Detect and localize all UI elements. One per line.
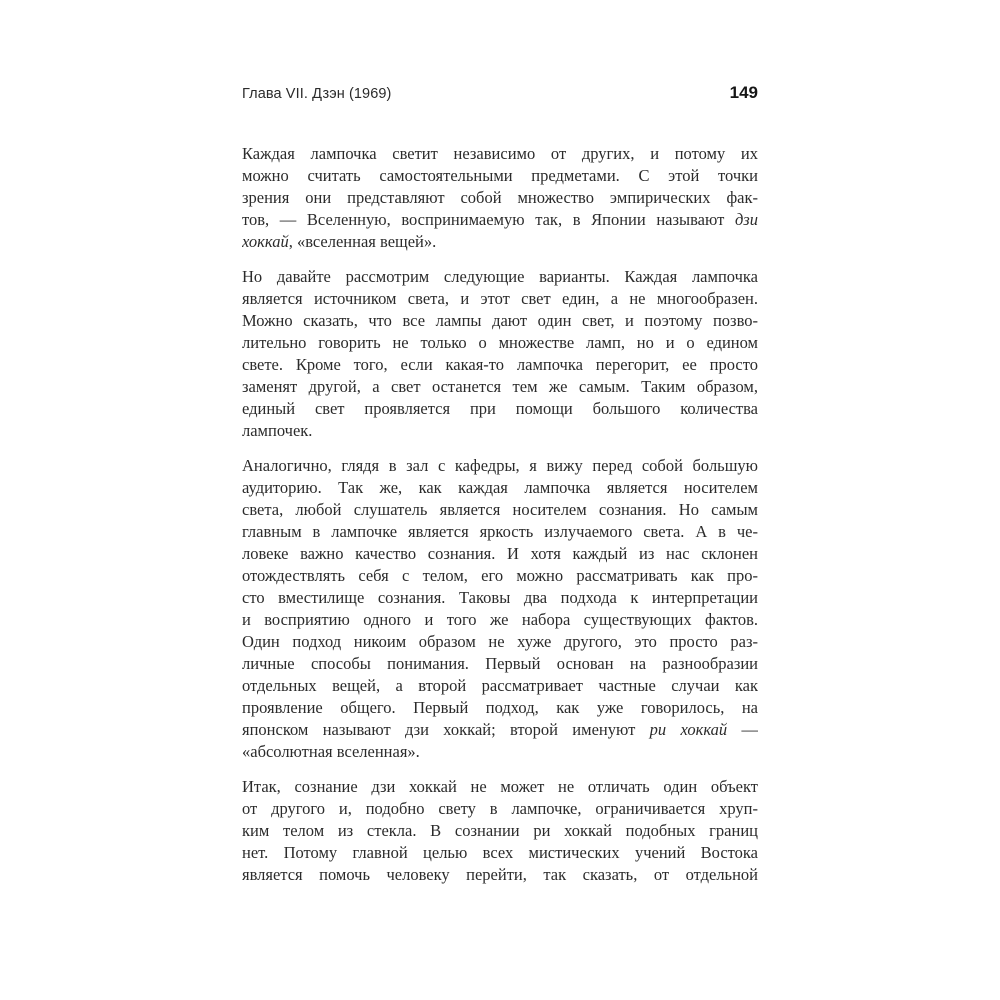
- text-line: [242, 266, 758, 288]
- text-line: [242, 864, 758, 886]
- paragraph: [242, 455, 758, 763]
- text-line: [242, 310, 758, 332]
- text-line: [242, 776, 758, 798]
- text-line: [242, 543, 758, 565]
- text-run: главным в лампочке является яркость излучаемого света. А в че-: [242, 522, 758, 541]
- text-run: заменят другой, а свет останется тем же самым. Таким образом,: [242, 377, 758, 396]
- text-line: [242, 288, 758, 310]
- text-run: и восприятию одного и того же набора существующих фактов.: [242, 610, 758, 629]
- text-line: [242, 631, 758, 653]
- text-run: —: [727, 720, 758, 739]
- text-line: [242, 521, 758, 543]
- text-run: Но давайте рассмотрим следующие варианты. Каждая лампочка: [242, 267, 758, 286]
- text-line: [242, 842, 758, 864]
- text-run: аудиторию. Так же, как каждая лампочка является носителем: [242, 478, 758, 497]
- text-line: [242, 499, 758, 521]
- text-line: [242, 354, 758, 376]
- text-run: лампочек.: [242, 421, 313, 440]
- text-run: отдельных вещей, а второй рассматривает частные случаи как: [242, 676, 758, 695]
- text-run: , «вселенная вещей».: [288, 232, 437, 251]
- text-run: Итак, сознание дзи хоккай не может не отличать один объект: [242, 777, 758, 796]
- text-line: [242, 477, 758, 499]
- text-run: Каждая лампочка светит независимо от других, и потому их: [242, 144, 758, 163]
- text-line: [242, 565, 758, 587]
- text-run: зрения они представляют собой множество эмпирических фак-: [242, 188, 758, 207]
- text-line: [242, 209, 758, 231]
- italic-term: ри хоккай: [649, 720, 728, 739]
- text-line: [242, 143, 758, 165]
- text-run: от другого и, подобно свету в лампочке, ограничивается хруп-: [242, 799, 758, 818]
- text-line: [242, 376, 758, 398]
- text-run: является помочь человеку перейти, так сказать, от отдельной: [242, 865, 758, 884]
- text-run: можно считать самостоятельными предметами. С этой точки: [242, 166, 758, 185]
- text-run: сто вместилище сознания. Таковы два подхода к интерпретации: [242, 588, 758, 607]
- text-run: нет. Потому главной целью всех мистических учений Востока: [242, 843, 758, 862]
- text-line: [242, 420, 758, 442]
- text-line: [242, 653, 758, 675]
- text-line: [242, 798, 758, 820]
- paragraph: [242, 776, 758, 886]
- text-run: «абсолютная вселенная».: [242, 742, 420, 761]
- text-run: единый свет проявляется при помощи большого количества: [242, 399, 758, 418]
- text-line: [242, 609, 758, 631]
- text-run: Один подход никоим образом не хуже другого, это просто раз-: [242, 632, 758, 651]
- text-run: личные способы понимания. Первый основан на разнообразии: [242, 654, 758, 673]
- chapter-running-title: Глава VII. Дзэн (1969): [242, 86, 392, 102]
- text-run: лительно говорить не только о множестве ламп, но и о едином: [242, 333, 758, 352]
- text-run: японском называют дзи хоккай; второй именуют: [242, 720, 650, 739]
- text-line: [242, 741, 758, 763]
- page-number: 149: [729, 83, 758, 102]
- text-run: является источником света, и этот свет един, а не многообразен.: [242, 289, 758, 308]
- text-line: [242, 231, 758, 253]
- text-run: ловеке важно качество сознания. И хотя каждый из нас склонен: [242, 544, 758, 563]
- text-run: Можно сказать, что все лампы дают один свет, и поэтому позво-: [242, 311, 758, 330]
- text-block: [242, 143, 758, 886]
- text-run: свете. Кроме того, если какая-то лампочка перегорит, ее просто: [242, 355, 758, 374]
- text-run: тов, — Вселенную, воспринимаемую так, в Японии называют: [242, 210, 735, 229]
- text-line: [242, 187, 758, 209]
- text-run: ким телом из стекла. В сознании ри хоккай подобных границ: [242, 821, 758, 840]
- running-head: [242, 83, 758, 103]
- text-line: [242, 398, 758, 420]
- text-run: света, любой слушатель является носителем сознания. Но самым: [242, 500, 758, 519]
- italic-term: хоккай: [242, 232, 289, 251]
- text-line: [242, 697, 758, 719]
- text-run: проявление общего. Первый подход, как уже говорилось, на: [242, 698, 758, 717]
- paragraph: [242, 266, 758, 442]
- text-run: Аналогично, глядя в зал с кафедры, я вижу перед собой большую: [242, 456, 758, 475]
- text-run: отождествлять себя с телом, его можно рассматривать как про-: [242, 566, 758, 585]
- text-line: [242, 820, 758, 842]
- italic-term: дзи: [734, 210, 758, 229]
- paragraph: [242, 143, 758, 253]
- text-line: [242, 332, 758, 354]
- text-line: [242, 675, 758, 697]
- text-line: [242, 455, 758, 477]
- text-line: [242, 587, 758, 609]
- text-line: [242, 719, 758, 741]
- text-line: [242, 165, 758, 187]
